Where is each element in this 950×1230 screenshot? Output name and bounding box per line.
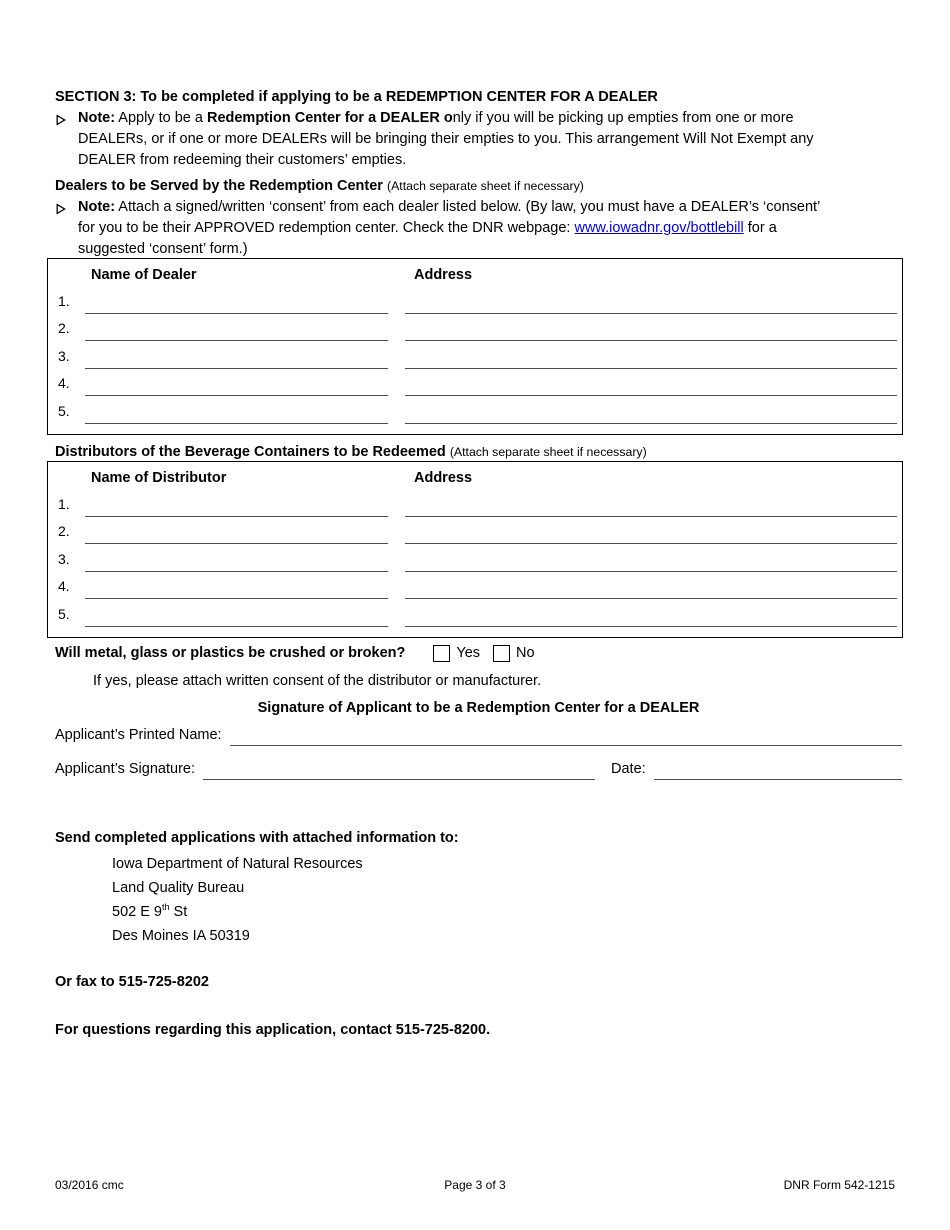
- printed-name-row: [55, 724, 902, 746]
- dealer-2-address-field[interactable]: [405, 315, 897, 341]
- distributor-5-address-field[interactable]: [405, 601, 897, 627]
- section3-note-line-2: DEALERs, or if one or more DEALERs will be bringing their empties to you. This arrangement Will Not Exempt any: [78, 131, 814, 147]
- mail-address-line: Des Moines IA 50319: [112, 928, 250, 944]
- dealer-5-address-field[interactable]: [405, 398, 897, 424]
- crush-question-label: Will metal, glass or plastics be crushed or broken?: [55, 645, 406, 661]
- signature-label: Applicant’s Signature:: [55, 761, 195, 777]
- distributors-table: [47, 461, 903, 638]
- distributor-3-address-field[interactable]: [405, 546, 897, 572]
- page-footer: [55, 1178, 895, 1193]
- distributor-row-4: [48, 572, 902, 600]
- send-heading: Send completed applications with attached information to:: [55, 830, 459, 846]
- section3-note-line-1: Note: Apply to be a Redemption Center for a DEALER only if you will be picking up empties from one or more: [78, 110, 794, 126]
- dealers-heading-note: (Attach separate sheet if necessary): [386, 179, 584, 193]
- signature-heading: Signature of Applicant to be a Redemption Center for a DEALER: [257, 700, 700, 716]
- row-number: 1.: [58, 292, 70, 309]
- dealer-4-name-field[interactable]: [85, 370, 388, 396]
- note-label: Note:: [78, 199, 116, 215]
- dealer-3-name-field[interactable]: [85, 343, 388, 369]
- row-number: 2.: [58, 523, 70, 540]
- dealer-4-address-field[interactable]: [405, 370, 897, 396]
- distributor-1-name-field[interactable]: [85, 491, 388, 517]
- dealers-note-line-3: suggested ‘consent’ form.): [78, 241, 248, 257]
- section3-note: [55, 108, 902, 171]
- distributor-row-5: [48, 599, 902, 627]
- distributor-2-name-field[interactable]: [85, 518, 388, 544]
- distributor-row-1: [48, 489, 902, 517]
- row-number: 4.: [58, 375, 70, 392]
- mail-address-line: 502 E 9th St: [112, 902, 188, 920]
- name-of-dealer-header: Name of Dealer: [91, 267, 197, 283]
- date-label: Date:: [611, 761, 646, 777]
- distributor-row-2: [48, 517, 902, 545]
- dealer-row-5: [48, 396, 902, 424]
- row-number: 1.: [58, 495, 70, 512]
- signature-row: [55, 758, 902, 780]
- printed-name-label: Applicant’s Printed Name:: [55, 727, 222, 743]
- row-number: 4.: [58, 578, 70, 595]
- dealer-1-name-field[interactable]: [85, 288, 388, 314]
- footer-left: 03/2016 cmc: [55, 1178, 124, 1192]
- footer-center: Page 3 of 3: [444, 1178, 506, 1192]
- distributor-address-header: Address: [414, 470, 473, 486]
- dealer-3-address-field[interactable]: [405, 343, 897, 369]
- signature-field[interactable]: [203, 760, 595, 780]
- yes-label: Yes: [456, 645, 481, 661]
- row-number: 3.: [58, 550, 70, 567]
- distributor-1-address-field[interactable]: [405, 491, 897, 517]
- row-number: 5.: [58, 605, 70, 622]
- note-label: Note:: [78, 110, 116, 126]
- arrowhead-right-icon: [56, 112, 66, 133]
- if-yes-note: If yes, please attach written consent of the distributor or manufacturer.: [93, 673, 542, 689]
- footer-right: DNR Form 542-1215: [783, 1178, 895, 1192]
- dealer-row-2: [48, 314, 902, 342]
- distributor-3-name-field[interactable]: [85, 546, 388, 572]
- row-number: 2.: [58, 320, 70, 337]
- row-number: 3.: [58, 347, 70, 364]
- questions-line: For questions regarding this application, contact 515-725-8200.: [55, 1022, 491, 1038]
- name-of-distributor-header: Name of Distributor: [91, 470, 227, 486]
- distributor-5-name-field[interactable]: [85, 601, 388, 627]
- row-number: 5.: [58, 402, 70, 419]
- distributor-2-address-field[interactable]: [405, 518, 897, 544]
- dealers-heading: Dealers to be Served by the Redemption Center (Attach separate sheet if necessary): [55, 178, 584, 194]
- dealers-note: [55, 197, 902, 260]
- arrowhead-right-icon: [56, 201, 66, 222]
- section3-note-line-3: DEALER from redeeming their customers’ empties.: [78, 152, 407, 168]
- dealer-row-1: [48, 286, 902, 314]
- distributor-4-name-field[interactable]: [85, 573, 388, 599]
- yes-checkbox[interactable]: [433, 645, 450, 662]
- fax-line: Or fax to 515-725-8202: [55, 974, 209, 990]
- dealer-row-4: [48, 369, 902, 397]
- dealers-note-line-2: for you to be their APPROVED redemption center. Check the DNR webpage: www.iowadnr.gov/bottlebill for a: [78, 220, 777, 236]
- dealer-address-header: Address: [414, 267, 473, 283]
- mail-address-line: Land Quality Bureau: [112, 880, 245, 896]
- dealers-table: [47, 258, 903, 435]
- no-label: No: [516, 645, 535, 661]
- no-checkbox[interactable]: [493, 645, 510, 662]
- distributors-heading: Distributors of the Beverage Containers to be Redeemed (Attach separate sheet if necessary): [55, 444, 647, 460]
- dealers-note-line-1: Note: Attach a signed/written ‘consent’ from each dealer listed below. (By law, you must have a DEALER’s ‘consent’: [78, 199, 821, 215]
- crush-question: [55, 643, 902, 664]
- dealer-row-3: [48, 341, 902, 369]
- distributor-4-address-field[interactable]: [405, 573, 897, 599]
- dealer-2-name-field[interactable]: [85, 315, 388, 341]
- bottlebill-link[interactable]: www.iowadnr.gov/bottlebill: [574, 220, 744, 236]
- mail-address-line: Iowa Department of Natural Resources: [112, 856, 363, 872]
- dealer-5-name-field[interactable]: [85, 398, 388, 424]
- distributor-row-3: [48, 544, 902, 572]
- printed-name-field[interactable]: [230, 726, 902, 746]
- section3-heading: SECTION 3: To be completed if applying to be a REDEMPTION CENTER FOR A DEALER: [55, 89, 658, 105]
- distributors-heading-note: (Attach separate sheet if necessary): [449, 445, 647, 459]
- dealer-1-address-field[interactable]: [405, 288, 897, 314]
- mail-address-block: [55, 852, 902, 948]
- date-field[interactable]: [654, 760, 902, 780]
